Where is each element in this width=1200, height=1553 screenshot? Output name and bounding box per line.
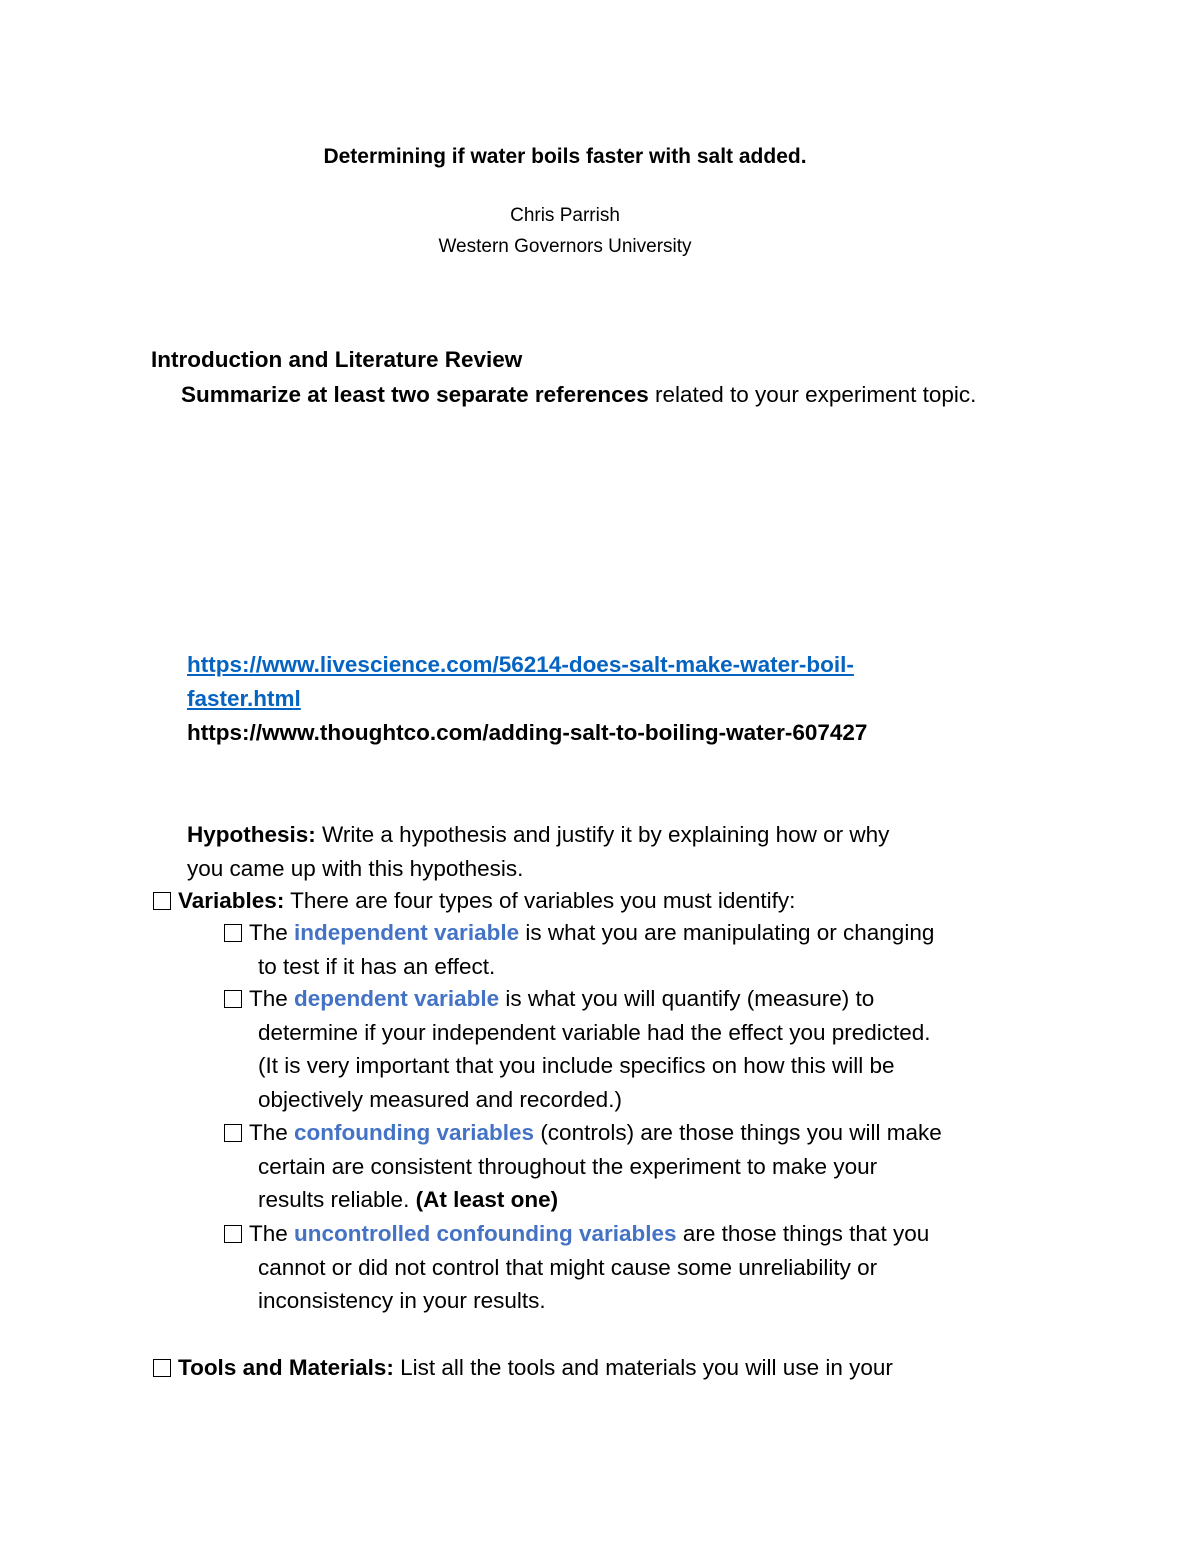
variable-continuation: inconsistency in your results. [258, 1288, 546, 1313]
variable-keyword: independent variable [294, 920, 520, 945]
variable-prefix: The [249, 1120, 295, 1145]
variable-continuation [224, 1183, 942, 1217]
variables-checkbox[interactable] [153, 892, 171, 910]
variable-text: (controls) are those things you will make [534, 1120, 942, 1145]
variable-keyword: confounding variables [294, 1120, 535, 1145]
variable-emphasis: (At least one) [415, 1187, 559, 1212]
reference-link-1-line-1[interactable]: https://www.livescience.com/56214-does-salt-make-water-boil- [187, 652, 854, 677]
variable-item-line [224, 982, 931, 1016]
variable-item [224, 982, 931, 1116]
variable-continuation: objectively measured and recorded.) [258, 1086, 622, 1112]
variable-checkbox[interactable] [224, 924, 242, 942]
reference-link-1[interactable] [187, 648, 854, 715]
tools-checkbox[interactable] [153, 1359, 171, 1377]
intro-heading: Introduction and Literature Review [151, 347, 523, 372]
variables-text: There are four types of variables you must identify: [284, 888, 796, 913]
variable-continuation: (It is very important that you include specifics on how this will be [258, 1053, 895, 1078]
variable-item-line [224, 916, 934, 950]
hypothesis-line-1 [187, 818, 889, 852]
reference-link-2: https://www.thoughtco.com/adding-salt-to-boiling-water-607427 [187, 720, 868, 745]
author-name: Chris Parrish [510, 205, 620, 226]
variable-item [224, 1217, 929, 1318]
tools-text: List all the tools and materials you will use in your [393, 1355, 893, 1380]
variable-keyword: dependent variable [294, 986, 500, 1011]
variable-continuation: cannot or did not control that might cause some unreliability or [258, 1254, 878, 1280]
hypothesis-section [187, 818, 889, 885]
variable-item-line [224, 1116, 942, 1150]
hypothesis-text-1: Write a hypothesis and justify it by explaining how or why [315, 822, 890, 847]
variable-text: is what you are manipulating or changing [519, 920, 935, 945]
variable-item [224, 1116, 942, 1217]
hypothesis-line-2: you came up with this hypothesis. [187, 855, 524, 881]
variables-label: Variables: [178, 888, 285, 913]
institution-name: Western Governors University [438, 236, 692, 257]
variable-checkbox[interactable] [224, 1225, 242, 1243]
variable-continuation: certain are consistent throughout the experiment to make your [258, 1153, 878, 1179]
intro-instruction-rest: related to your experiment topic. [648, 382, 977, 407]
variable-text: is what you will quantify (measure) to [499, 986, 875, 1011]
document-title: Determining if water boils faster with salt added. [323, 145, 807, 168]
variable-text: are those things that you [676, 1221, 930, 1246]
variable-checkbox[interactable] [224, 1124, 242, 1142]
variable-item-line [224, 1217, 929, 1251]
variable-continuation: to test if it has an effect. [258, 953, 496, 979]
variable-continuation: determine if your independent variable had the effect you predicted. [258, 1019, 931, 1045]
reference-link-1-line-2[interactable]: faster.html [187, 685, 301, 711]
intro-instruction [181, 378, 976, 412]
tools-label: Tools and Materials: [178, 1355, 394, 1380]
hypothesis-label: Hypothesis: [187, 822, 316, 847]
variable-prefix: The [249, 986, 295, 1011]
variable-item [224, 916, 934, 983]
intro-instruction-bold: Summarize at least two separate references [181, 382, 649, 407]
variable-prefix: The [249, 920, 295, 945]
tools-line [153, 1351, 893, 1385]
variable-checkbox[interactable] [224, 990, 242, 1008]
variable-text: results reliable. [258, 1187, 416, 1212]
variable-prefix: The [249, 1221, 295, 1246]
variables-line [153, 884, 795, 918]
variable-keyword: uncontrolled confounding variables [294, 1221, 677, 1246]
